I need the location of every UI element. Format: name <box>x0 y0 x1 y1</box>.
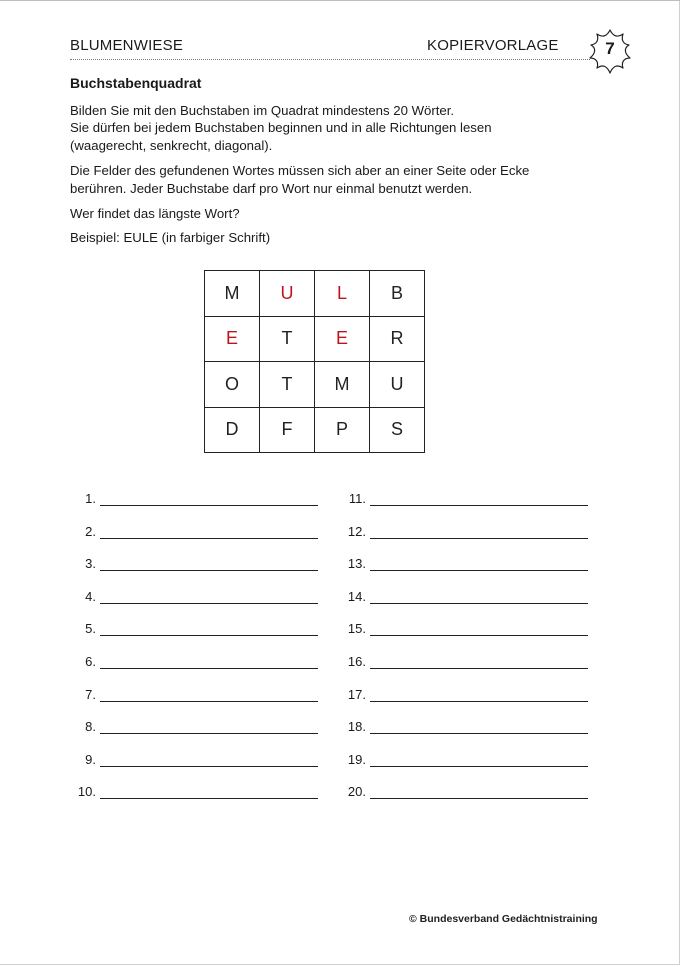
answer-number: 11. <box>348 491 366 506</box>
answer-row <box>70 589 320 609</box>
question-line: Wer findet das längste Wort? <box>70 206 240 221</box>
answer-write-line[interactable] <box>370 603 588 604</box>
answer-write-line[interactable] <box>370 635 588 636</box>
answer-number: 7. <box>85 686 96 702</box>
answer-row <box>340 524 590 544</box>
answer-row <box>340 752 590 772</box>
header-divider <box>70 59 590 60</box>
answer-number: 18. <box>347 719 366 735</box>
answer-write-line[interactable] <box>100 603 318 604</box>
grid-cell: M <box>205 271 260 317</box>
answer-row <box>70 719 320 739</box>
answer-number: 4. <box>85 588 96 604</box>
answer-write-line[interactable] <box>100 766 318 767</box>
answer-write-line[interactable] <box>100 635 318 636</box>
answer-number: 12. <box>347 523 366 539</box>
instruction-line: Die Felder des gefundenen Wortes müssen sich aber an einer Seite oder Ecke <box>70 163 530 178</box>
answer-row <box>70 621 320 641</box>
answer-number: 1. <box>85 491 96 506</box>
answer-row <box>340 719 590 739</box>
answer-number: 19. <box>347 751 366 767</box>
answer-number: 6. <box>85 654 96 669</box>
answer-number: 2. <box>85 523 96 539</box>
answer-write-line[interactable] <box>370 798 588 799</box>
answer-row <box>70 784 320 804</box>
answer-row <box>340 784 590 804</box>
answer-number: 10. <box>77 784 96 800</box>
answer-number: 17. <box>347 686 366 702</box>
answer-number: 14. <box>347 588 366 604</box>
grid-cell: L <box>315 271 370 317</box>
grid-cell: U <box>370 362 425 408</box>
instruction-line: Bilden Sie mit den Buchstaben im Quadrat mindestens 20 Wörter. <box>70 103 455 118</box>
grid-cell: F <box>260 408 315 454</box>
copyright-footer: © Bundesverband Gedächtnistraining <box>409 913 598 925</box>
grid-cell: D <box>205 408 260 454</box>
answer-number: 15. <box>347 621 366 637</box>
instruction-line: berühren. Jeder Buchstabe darf pro Wort nur einmal benutzt werden. <box>70 181 473 196</box>
answer-number: 9. <box>85 751 96 767</box>
grid-cell: O <box>205 362 260 408</box>
answer-row <box>340 654 590 674</box>
grid-cell: T <box>260 362 315 408</box>
answer-row <box>340 621 590 641</box>
grid-cell: B <box>370 271 425 317</box>
answer-row <box>340 687 590 707</box>
answer-row <box>340 589 590 609</box>
answer-write-line[interactable] <box>370 668 588 669</box>
answer-write-line[interactable] <box>100 798 318 799</box>
answer-number: 13. <box>347 556 366 572</box>
answer-write-line[interactable] <box>370 505 588 506</box>
header-label: KOPIERVORLAGE <box>427 37 559 54</box>
grid-cell: R <box>370 317 425 363</box>
answer-number: 20. <box>347 784 366 800</box>
grid-cell: P <box>315 408 370 454</box>
example-line: Beispiel: EULE (in farbiger Schrift) <box>70 230 271 245</box>
grid-cell: E <box>315 317 370 363</box>
answer-row <box>70 687 320 707</box>
answer-number: 8. <box>85 719 96 735</box>
grid-cell: U <box>260 271 315 317</box>
answer-row <box>70 556 320 576</box>
grid-cell: M <box>315 362 370 408</box>
header-topic: BLUMENWIESE <box>70 37 184 54</box>
answer-write-line[interactable] <box>100 538 318 539</box>
instruction-line: (waagerecht, senkrecht, diagonal). <box>70 138 273 153</box>
answer-write-line[interactable] <box>100 505 318 506</box>
answer-write-line[interactable] <box>100 570 318 571</box>
answer-write-line[interactable] <box>370 733 588 734</box>
answer-write-line[interactable] <box>100 701 318 702</box>
answer-row <box>340 556 590 576</box>
answer-write-line[interactable] <box>370 701 588 702</box>
page-border-top <box>0 0 680 1</box>
answer-write-line[interactable] <box>370 570 588 571</box>
answer-row <box>70 524 320 544</box>
answer-row <box>70 491 320 511</box>
grid-cell: T <box>260 317 315 363</box>
answer-row <box>340 491 590 511</box>
answer-number: 5. <box>85 621 96 637</box>
answer-number: 16. <box>347 654 366 669</box>
answer-write-line[interactable] <box>370 538 588 539</box>
page-number: 7 <box>605 39 615 58</box>
grid-cell: S <box>370 408 425 454</box>
answer-write-line[interactable] <box>100 733 318 734</box>
letter-grid <box>204 270 425 453</box>
answer-write-line[interactable] <box>370 766 588 767</box>
page-number-badge <box>583 26 637 78</box>
instruction-line: Sie dürfen bei jedem Buchstaben beginnen und in alle Richtungen lesen <box>70 120 492 135</box>
answer-number: 3. <box>85 556 96 572</box>
answer-row <box>70 654 320 674</box>
answer-write-line[interactable] <box>100 668 318 669</box>
answer-row <box>70 752 320 772</box>
grid-cell: E <box>205 317 260 363</box>
page-title: Buchstabenquadrat <box>70 75 202 91</box>
